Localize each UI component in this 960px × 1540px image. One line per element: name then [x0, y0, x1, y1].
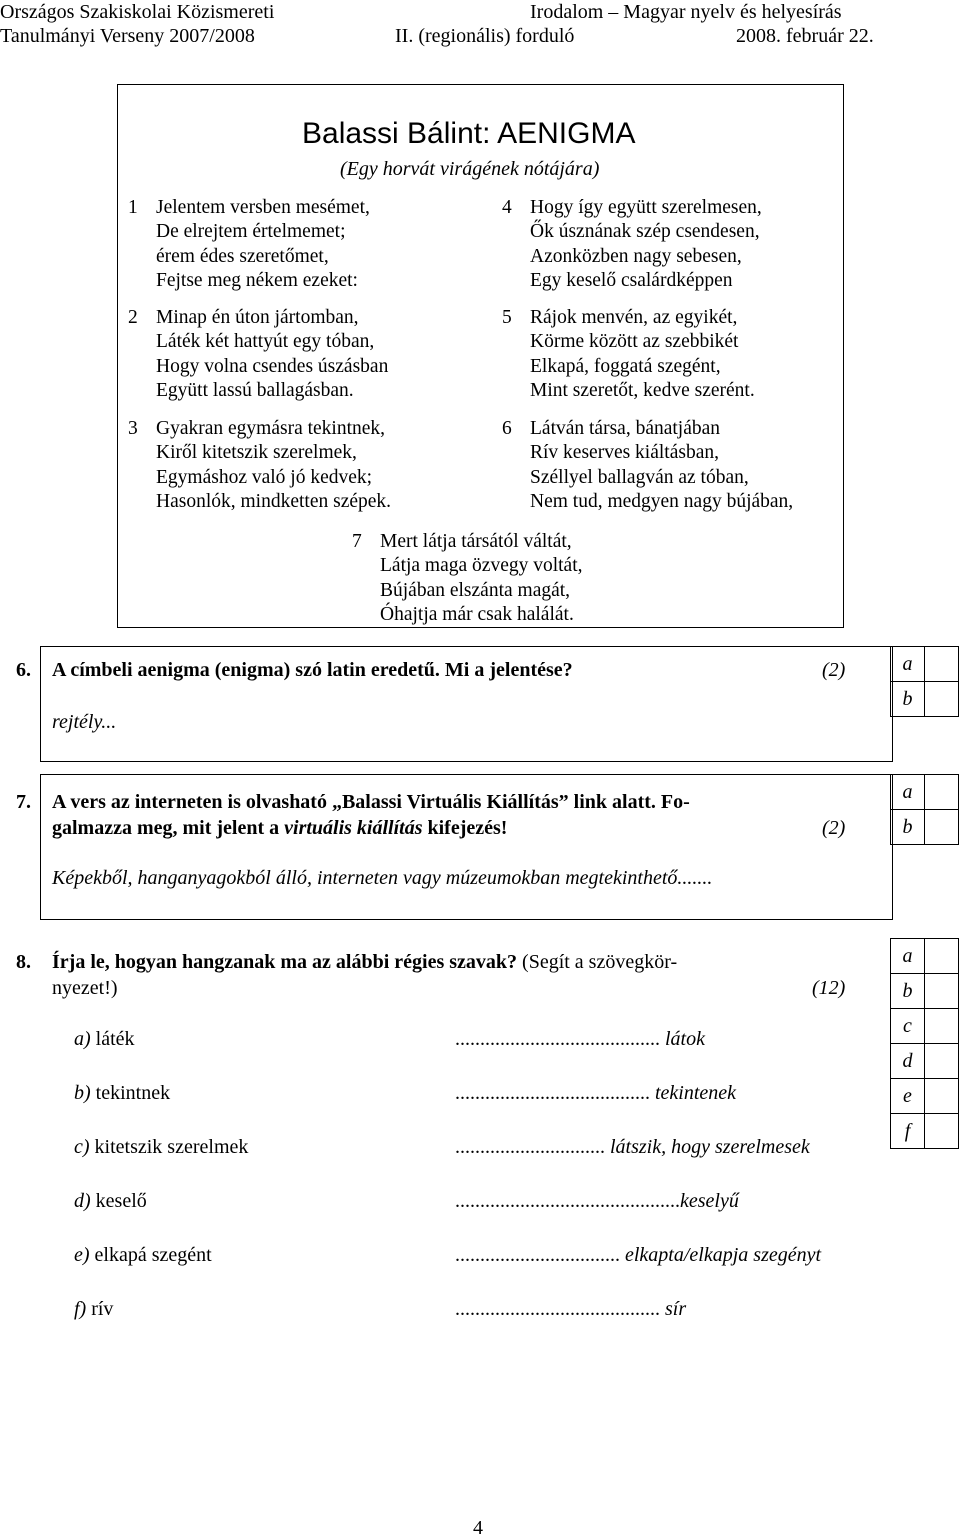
- item-answer: keselyű: [680, 1190, 739, 1212]
- item-label: b): [74, 1082, 91, 1104]
- question-6-answer[interactable]: rejtély...: [52, 711, 117, 733]
- answer-dots: .................................: [455, 1244, 620, 1266]
- item-word: rív: [91, 1298, 114, 1320]
- item-label: a): [74, 1028, 91, 1050]
- stanza-number: 1: [128, 197, 138, 218]
- score-label: a: [891, 647, 925, 682]
- stanza-line: Egy keselő csalárdképpen: [530, 270, 733, 292]
- item-a: [74, 1027, 135, 1051]
- score-label: b: [891, 810, 925, 845]
- stanza-line: Láték két hattyút egy tóban,: [156, 331, 375, 353]
- stanza-line: Ők úsznának szép csendesen,: [530, 221, 760, 243]
- item-answer: látok: [665, 1028, 705, 1050]
- item-answer: tekintenek: [655, 1082, 737, 1104]
- question-8-points: (12): [812, 977, 846, 999]
- item-word: elkapá szegént: [94, 1244, 212, 1266]
- item-answer: látszik, hogy szerelmesek: [610, 1136, 810, 1158]
- item-word: tekintnek: [95, 1082, 171, 1104]
- score-cell[interactable]: [925, 647, 959, 682]
- stanza-number: 6: [502, 418, 512, 439]
- item-label: f): [74, 1298, 87, 1320]
- item-f: [74, 1297, 113, 1321]
- stanza-line: Kiről kitetszik szerelmek,: [156, 442, 357, 464]
- question-8-text-line1: [52, 950, 677, 974]
- answer-dots: .............................................: [455, 1190, 680, 1212]
- score-label: b: [891, 682, 925, 717]
- item-f-answer[interactable]: [455, 1297, 686, 1321]
- stanza-line: érem édes szeretőmet,: [156, 245, 329, 267]
- header-left-line1: Országos Szakiskolai Közismereti: [0, 1, 275, 23]
- score-cell[interactable]: [925, 974, 959, 1009]
- header-right-line2-round: II. (regionális) forduló: [395, 25, 575, 47]
- score-cell[interactable]: [925, 1044, 959, 1079]
- item-c: [74, 1135, 248, 1159]
- stanza-line: Széllyel ballagván az tóban,: [530, 466, 749, 488]
- item-e: [74, 1243, 212, 1267]
- stanza-line: Hasonlók, mindketten szépek.: [156, 491, 392, 513]
- question-6-number: 6.: [16, 659, 31, 681]
- score-cell[interactable]: [925, 1009, 959, 1044]
- stanza-line: Látván társa, bánatjában: [530, 418, 721, 439]
- answer-dots: .......................................: [455, 1082, 650, 1104]
- question-7-text-line2-b: kifejezés!: [422, 817, 508, 839]
- answer-dots: .........................................: [455, 1028, 660, 1050]
- answer-dots: ..............................: [455, 1136, 605, 1158]
- stanza-line: Hogy volna csendes úszásban: [156, 355, 389, 377]
- question-7-answer[interactable]: Képekből, hanganyagokból álló, interneten vagy múzeumokban megtekinthető.......: [52, 867, 713, 889]
- header-right-line1: Irodalom – Magyar nyelv és helyesírás: [530, 1, 842, 23]
- item-label: e): [74, 1244, 90, 1266]
- stanza-line: De elrejtem értelmemet;: [156, 221, 346, 243]
- score-label: f: [891, 1114, 925, 1149]
- score-label: a: [891, 939, 925, 974]
- question-7-score-grid: [890, 774, 959, 845]
- question-6-score-grid: [890, 646, 959, 717]
- header-right-line2-date: 2008. február 22.: [736, 25, 874, 47]
- score-cell[interactable]: [925, 939, 959, 974]
- item-d-answer[interactable]: [455, 1189, 739, 1213]
- header-left-line2: Tanulmányi Verseny 2007/2008: [0, 25, 255, 47]
- question-7-text-line2: [52, 816, 507, 840]
- question-8-text-line2: nyezet!): [52, 977, 118, 999]
- item-c-answer[interactable]: [455, 1135, 810, 1159]
- score-cell[interactable]: [925, 775, 959, 810]
- stanza-line: Hogy így együtt szerelmesen,: [530, 197, 762, 218]
- stanza-number: 3: [128, 418, 138, 439]
- item-answer: elkapta/elkapja szegényt: [625, 1244, 822, 1266]
- score-cell[interactable]: [925, 682, 959, 717]
- stanza-line: Rív keserves kiáltásban,: [530, 442, 719, 464]
- item-label: c): [74, 1136, 90, 1158]
- stanza-line: Rájok menvén, az egyikét,: [530, 307, 738, 328]
- question-7-text-line2-a: galmazza meg, mit jelent a: [52, 817, 285, 839]
- stanza-line: Elkapá, foggatá szegént,: [530, 355, 721, 377]
- stanza-line: Körme között az szebbikét: [530, 331, 739, 353]
- question-6-points: (2): [822, 659, 846, 681]
- score-label: c: [891, 1009, 925, 1044]
- item-b: [74, 1081, 170, 1105]
- stanza-line: Óhajtja már csak halálát.: [380, 604, 574, 626]
- item-word: láték: [95, 1028, 135, 1050]
- score-label: e: [891, 1079, 925, 1114]
- item-label: d): [74, 1190, 91, 1212]
- question-7-number: 7.: [16, 791, 31, 813]
- question-7-text-line1: A vers az interneten is olvasható „Balassi Virtuális Kiállítás” link alatt. Fo-: [52, 791, 690, 813]
- question-8-text-normal: (Segít a szövegkör-: [517, 951, 678, 973]
- score-cell[interactable]: [925, 810, 959, 845]
- item-answer: sír: [665, 1298, 687, 1320]
- question-6-text: A címbeli aenigma (enigma) szó latin eredetű. Mi a jelentése?: [52, 659, 573, 681]
- stanza-number: 4: [502, 197, 512, 218]
- score-label: d: [891, 1044, 925, 1079]
- score-label: a: [891, 775, 925, 810]
- question-8-number: 8.: [16, 951, 31, 973]
- score-cell[interactable]: [925, 1079, 959, 1114]
- answer-dots: .........................................: [455, 1298, 660, 1320]
- stanza-line: Együtt lassú ballagásban.: [156, 380, 354, 402]
- question-7-text-line2-emphasis: virtuális kiállítás: [284, 817, 423, 839]
- stanza-line: Látja maga özvegy voltát,: [380, 555, 583, 577]
- stanza-line: Egymáshoz való jó kedvek;: [156, 466, 373, 488]
- item-b-answer[interactable]: [455, 1081, 736, 1105]
- stanza-number: 2: [128, 307, 138, 328]
- stanza-line: Mert látja társától váltát,: [380, 531, 572, 552]
- score-label: b: [891, 974, 925, 1009]
- score-cell[interactable]: [925, 1114, 959, 1149]
- stanza-line: Fejtse meg nékem ezeket:: [156, 270, 358, 292]
- question-8-score-grid: [890, 938, 959, 1149]
- poem-subtitle: (Egy horvát virágének nótájára): [340, 158, 600, 180]
- page-number: 4: [473, 1517, 483, 1539]
- item-word: kitetszik szerelmek: [94, 1136, 249, 1158]
- question-7-points: (2): [822, 817, 846, 839]
- item-word: keselő: [95, 1190, 147, 1212]
- stanza-line: Jelentem versben mesémet,: [156, 197, 370, 218]
- item-a-answer[interactable]: [455, 1027, 705, 1051]
- poem-title: Balassi Bálint: AENIGMA: [302, 117, 636, 150]
- stanza-line: Azonközben nagy sebesen,: [530, 245, 742, 267]
- stanza-line: Minap én úton jártomban,: [156, 307, 359, 328]
- stanza-line: Mint szeretőt, kedve szerént.: [530, 380, 755, 402]
- stanza-number: 5: [502, 307, 512, 328]
- stanza-line: Gyakran egymásra tekintnek,: [156, 418, 386, 439]
- item-d: [74, 1189, 147, 1213]
- stanza-line: Bújában elszánta magát,: [380, 579, 571, 601]
- item-e-answer[interactable]: [455, 1243, 821, 1267]
- stanza-line: Nem tud, medgyen nagy bújában,: [530, 491, 794, 513]
- question-8-text-bold: Írja le, hogyan hangzanak ma az alábbi régies szavak?: [52, 951, 518, 973]
- stanza-number: 7: [352, 531, 362, 552]
